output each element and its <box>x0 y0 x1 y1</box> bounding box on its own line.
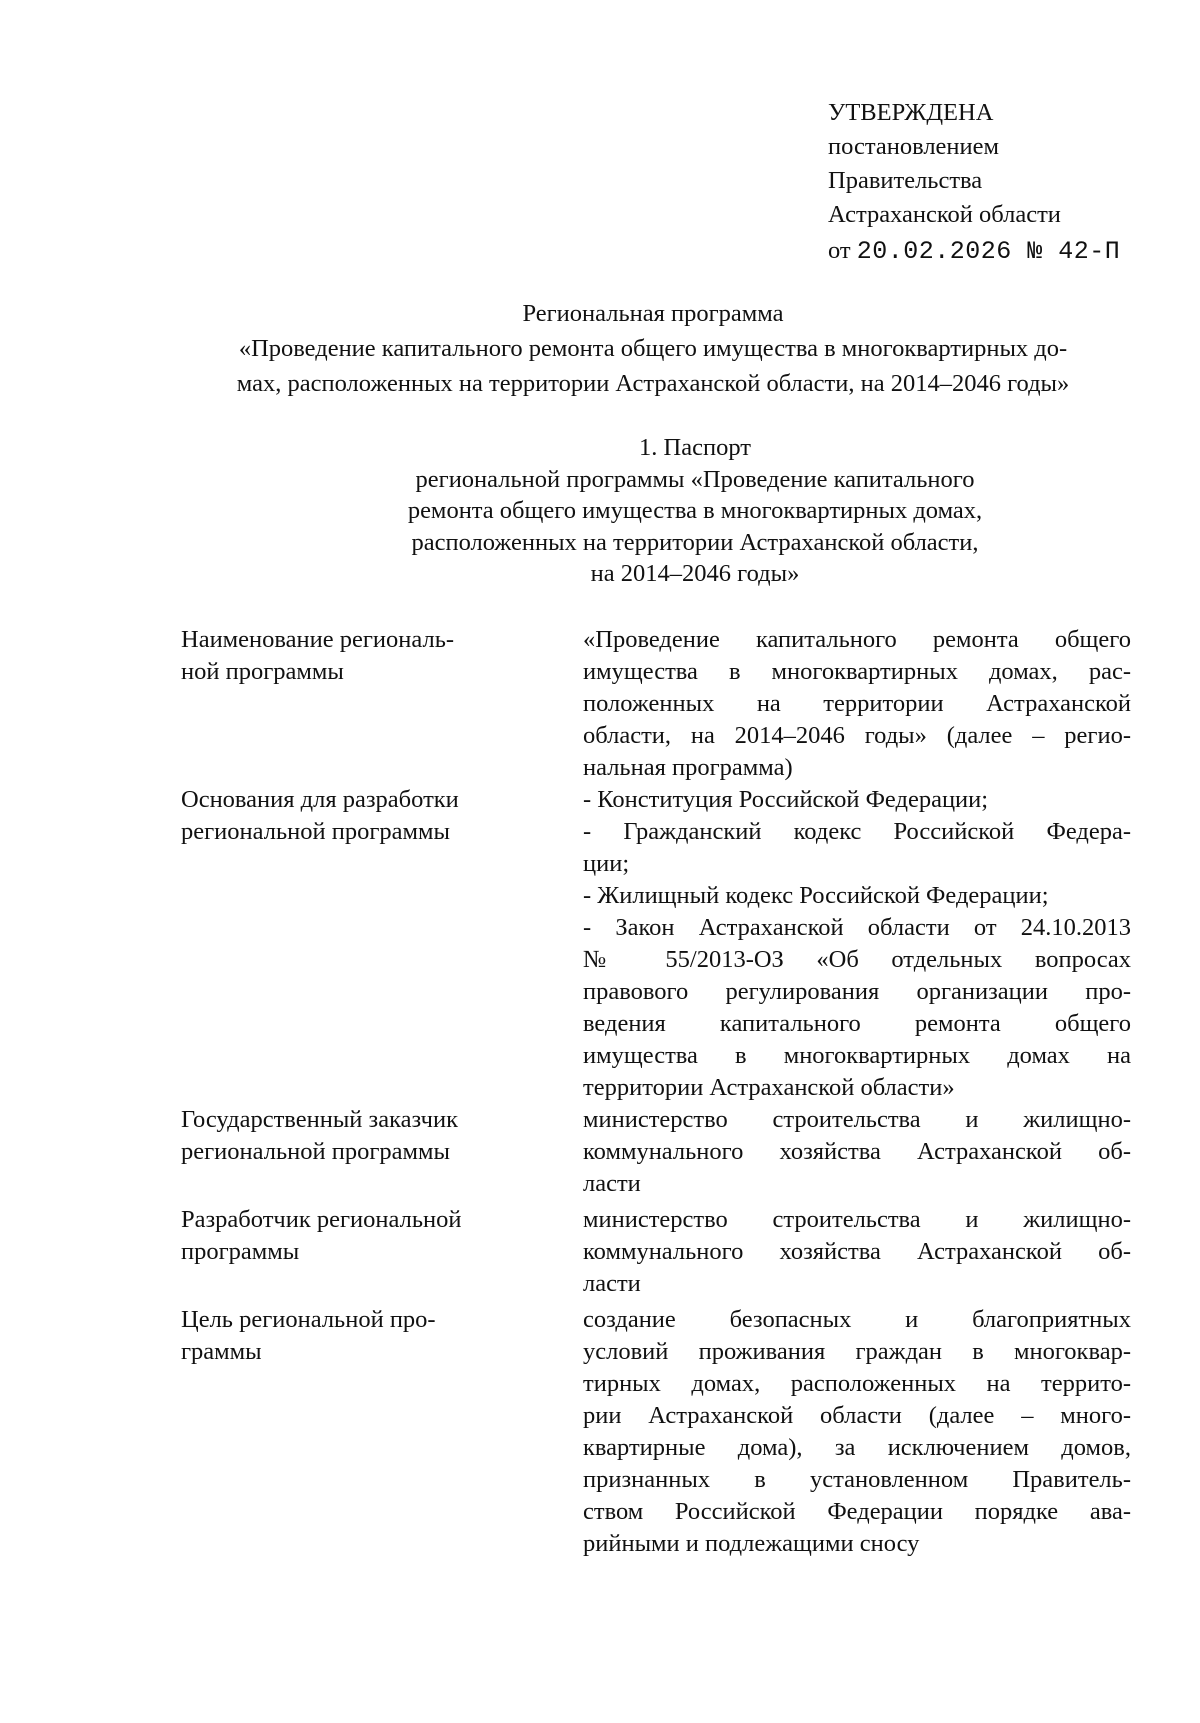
value-line: «Проведение капитального ремонта общего <box>583 626 1131 653</box>
passport-row-label <box>181 624 583 784</box>
passport-row-label <box>181 784 583 1104</box>
label-line: Государственный заказчик <box>181 1106 459 1133</box>
value-line: - Закон Астраханской области от 24.10.2013 <box>583 914 1131 941</box>
value-line: создание безопасных и благоприятных <box>583 1306 1131 1333</box>
value-line: положенных на территории Астраханской <box>583 690 1131 717</box>
label-line: региональной программы <box>181 1138 450 1165</box>
value-line: правового регулирования организации про- <box>583 978 1131 1005</box>
value-line: ции; <box>583 850 630 877</box>
value-line: имущества в многоквартирных домах, рас- <box>583 658 1131 685</box>
label-line: программы <box>181 1238 300 1265</box>
passport-table <box>181 624 1131 1560</box>
passport-row-program-name <box>181 624 1131 784</box>
value-line: территории Астраханской области» <box>583 1074 955 1101</box>
passport-row-developer <box>181 1204 1131 1300</box>
passport-row-customer <box>181 1104 1131 1200</box>
program-title-line-2: «Проведение капитального ремонта общего имущества в многоквартирных до- <box>238 335 1068 362</box>
label-line: Основания для разработки <box>181 786 459 813</box>
approval-title: УТВЕРЖДЕНА <box>828 99 994 126</box>
approval-date-prefix: от <box>828 237 851 264</box>
label-line: ной программы <box>181 658 344 685</box>
passport-heading-line-2: региональной программы «Проведение капитального <box>415 465 975 493</box>
passport-heading <box>300 432 1090 590</box>
value-line: рийными и подлежащими сносу <box>583 1530 920 1557</box>
passport-heading-line-5: на 2014–2046 годы» <box>590 560 800 587</box>
value-line: министерство строительства и жилищно- <box>583 1106 1131 1133</box>
value-line: ласти <box>583 1170 641 1197</box>
program-title-line-3: мах, расположенных на территории Астраханской области, на 2014–2046 годы» <box>236 370 1070 397</box>
passport-row-value <box>583 624 1131 784</box>
passport-heading-line-4: расположенных на территории Астраханской области, <box>411 528 979 556</box>
approval-date-line <box>828 234 1168 269</box>
program-title <box>176 296 1130 401</box>
value-line: ласти <box>583 1270 641 1297</box>
value-line: - Гражданский кодекс Российской Федера- <box>583 818 1131 845</box>
approval-date-number: 20.02.2026 № 42-П <box>856 237 1121 266</box>
program-title-line-1: Региональная программа <box>522 300 784 327</box>
value-line: условий проживания граждан в многоквар- <box>583 1338 1131 1365</box>
value-line: имущества в многоквартирных домах на <box>583 1042 1131 1069</box>
passport-row-label <box>181 1204 583 1300</box>
label-line: региональной программы <box>181 818 450 845</box>
label-line: Цель региональной про- <box>181 1306 436 1333</box>
value-line: № 55/2013-ОЗ «Об отдельных вопросах <box>583 946 1131 973</box>
value-line: рии Астраханской области (далее – много- <box>583 1402 1131 1429</box>
value-line: тирных домах, расположенных на террито- <box>583 1370 1131 1397</box>
passport-row-value <box>583 1304 1131 1560</box>
label-line: Разработчик региональной <box>181 1206 462 1233</box>
value-line: ведения капитального ремонта общего <box>583 1010 1131 1037</box>
passport-row-value <box>583 1104 1131 1200</box>
value-line: квартирные дома), за исключением домов, <box>583 1434 1131 1461</box>
passport-row-goal <box>181 1304 1131 1560</box>
value-line: нальная программа) <box>583 754 793 781</box>
passport-heading-line-3: ремонта общего имущества в многоквартирных домах, <box>407 497 983 524</box>
label-line: Наименование региональ- <box>181 626 455 653</box>
value-line: - Жилищный кодекс Российской Федерации; <box>583 882 1049 909</box>
passport-row-label <box>181 1104 583 1200</box>
label-line: граммы <box>181 1338 262 1365</box>
approval-line-4: Астраханской области <box>828 201 1061 228</box>
value-line: признанных в установленном Правитель- <box>583 1466 1131 1493</box>
value-line: министерство строительства и жилищно- <box>583 1206 1131 1233</box>
approval-block <box>828 96 1168 269</box>
passport-row-label <box>181 1304 583 1560</box>
value-line: коммунального хозяйства Астраханской об- <box>583 1238 1131 1265</box>
value-line: ством Российской Федерации порядке ава- <box>583 1498 1131 1525</box>
value-line: - Конституция Российской Федерации; <box>583 786 989 813</box>
approval-line-3: Правительства <box>828 167 983 194</box>
approval-line-2: постановлением <box>828 133 1000 160</box>
value-line: области, на 2014–2046 годы» (далее – регио- <box>583 722 1131 749</box>
passport-row-value <box>583 784 1131 1104</box>
value-line: коммунального хозяйства Астраханской об- <box>583 1138 1131 1165</box>
passport-row-basis <box>181 784 1131 1104</box>
passport-heading-line-1: 1. Паспорт <box>639 434 751 461</box>
passport-row-value <box>583 1204 1131 1300</box>
